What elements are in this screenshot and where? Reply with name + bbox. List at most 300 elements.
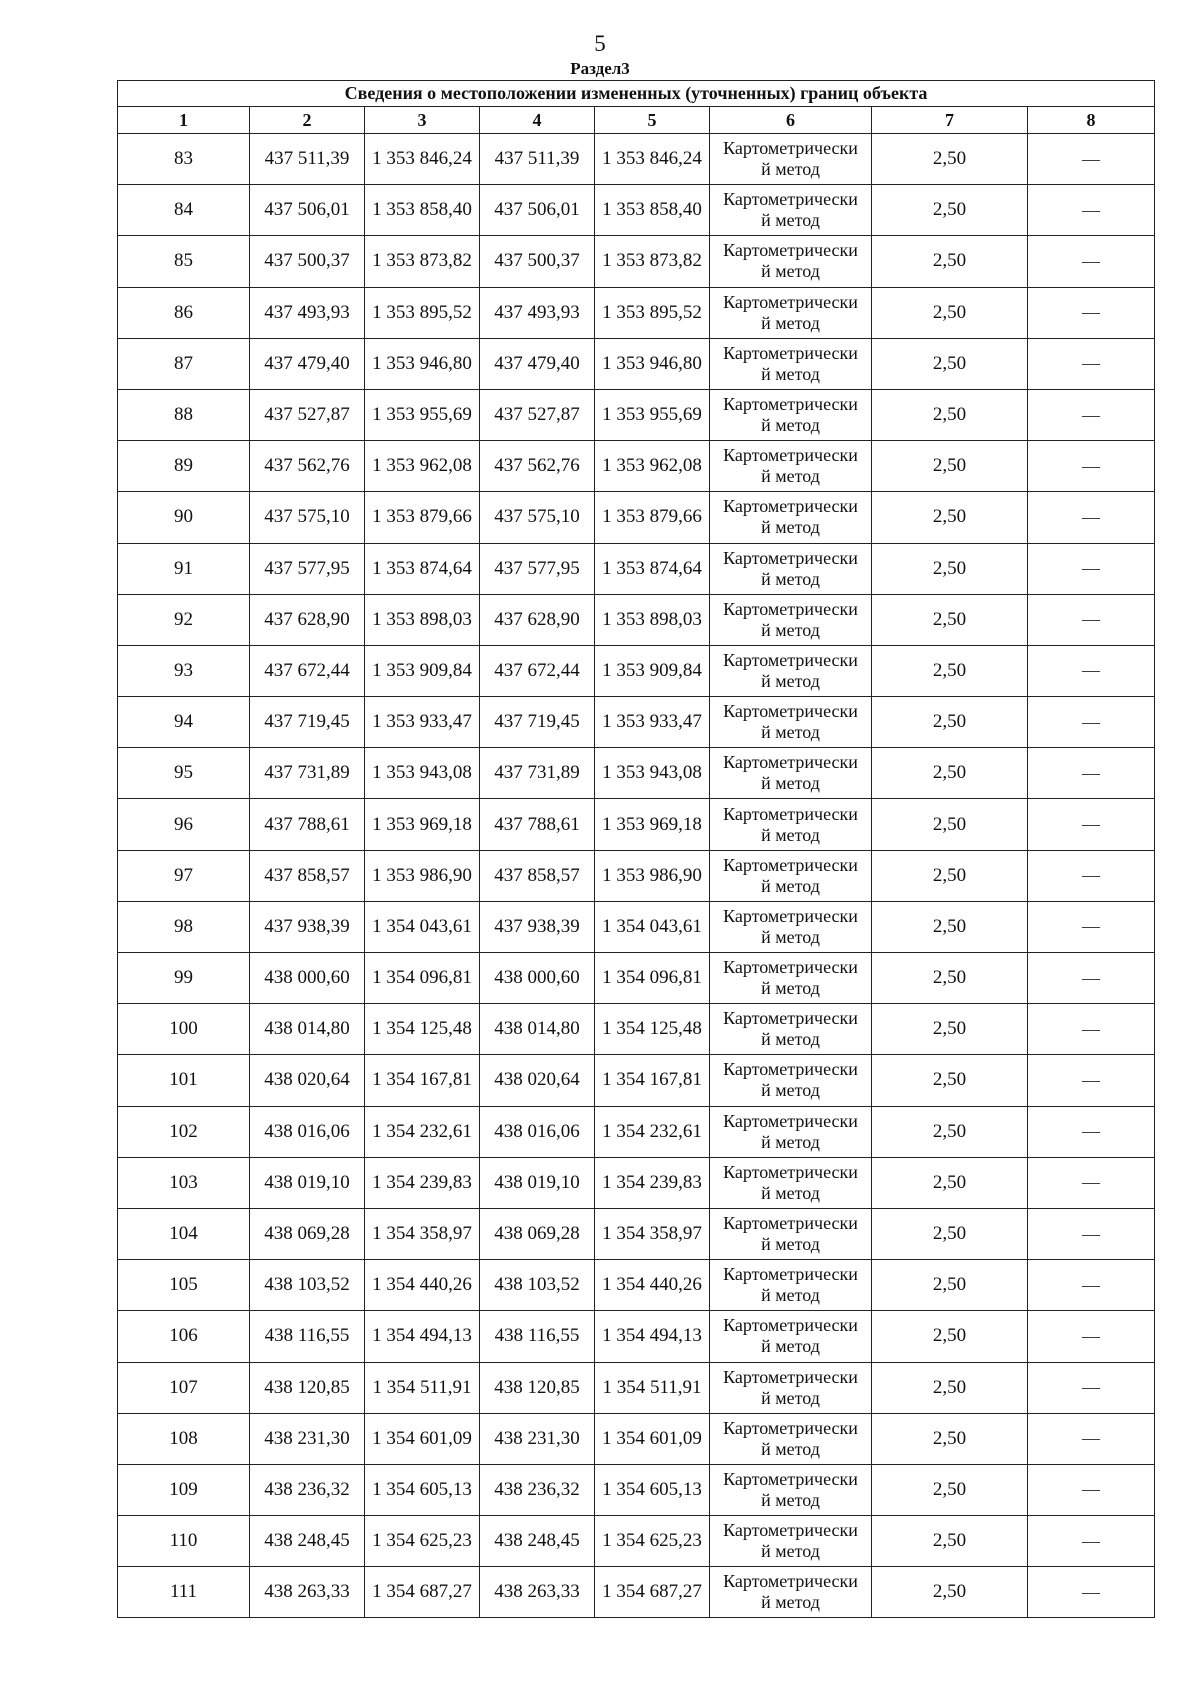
- method-text-line: Картометрически: [723, 1366, 858, 1387]
- table-row: [118, 1516, 1155, 1567]
- description-cell: —: [1028, 1157, 1155, 1208]
- description-cell: —: [1028, 1362, 1155, 1413]
- point-number-cell: 99: [118, 953, 250, 1004]
- table-row: [118, 1413, 1155, 1464]
- method-text-line: Картометрически: [723, 803, 858, 824]
- x-new-cell: 438 248,45: [480, 1516, 595, 1567]
- y-new-cell: 1 353 898,03: [595, 594, 710, 645]
- method-cell: [710, 185, 872, 236]
- description-cell: —: [1028, 134, 1155, 185]
- table-row: [118, 1260, 1155, 1311]
- accuracy-cell: 2,50: [872, 901, 1028, 952]
- method-cell: [710, 1106, 872, 1157]
- y-new-cell: 1 354 043,61: [595, 901, 710, 952]
- y-old-cell: 1 354 167,81: [365, 1055, 480, 1106]
- method-text-line: Картометрически: [723, 1571, 858, 1592]
- y-old-cell: 1 353 955,69: [365, 389, 480, 440]
- point-number-cell: 96: [118, 799, 250, 850]
- y-new-cell: 1 353 909,84: [595, 645, 710, 696]
- y-old-cell: 1 353 858,40: [365, 185, 480, 236]
- x-new-cell: 437 938,39: [480, 901, 595, 952]
- accuracy-cell: 2,50: [872, 338, 1028, 389]
- accuracy-cell: 2,50: [872, 1464, 1028, 1515]
- column-number: 4: [480, 107, 595, 134]
- description-cell: —: [1028, 185, 1155, 236]
- point-number-cell: 109: [118, 1464, 250, 1515]
- method-text-line: й метод: [761, 926, 820, 947]
- y-old-cell: 1 354 687,27: [365, 1567, 480, 1618]
- x-new-cell: 437 731,89: [480, 748, 595, 799]
- accuracy-cell: 2,50: [872, 1413, 1028, 1464]
- y-new-cell: 1 353 969,18: [595, 799, 710, 850]
- point-number-cell: 110: [118, 1516, 250, 1567]
- x-new-cell: 438 000,60: [480, 953, 595, 1004]
- description-cell: —: [1028, 236, 1155, 287]
- y-old-cell: 1 353 962,08: [365, 441, 480, 492]
- y-new-cell: 1 353 858,40: [595, 185, 710, 236]
- description-cell: —: [1028, 492, 1155, 543]
- table-row: [118, 338, 1155, 389]
- table-row: [118, 1055, 1155, 1106]
- description-cell: —: [1028, 1260, 1155, 1311]
- accuracy-cell: 2,50: [872, 799, 1028, 850]
- table-row: [118, 697, 1155, 748]
- method-text-line: Картометрически: [723, 1520, 858, 1541]
- method-cell: [710, 1208, 872, 1259]
- y-new-cell: 1 353 946,80: [595, 338, 710, 389]
- method-text-line: й метод: [761, 1387, 820, 1408]
- column-number: 1: [118, 107, 250, 134]
- y-new-cell: 1 354 601,09: [595, 1413, 710, 1464]
- method-text-line: Картометрически: [723, 1008, 858, 1029]
- x-old-cell: 438 016,06: [250, 1106, 365, 1157]
- x-old-cell: 438 020,64: [250, 1055, 365, 1106]
- point-number-cell: 98: [118, 901, 250, 952]
- method-cell: [710, 953, 872, 1004]
- point-number-cell: 101: [118, 1055, 250, 1106]
- x-old-cell: 437 577,95: [250, 543, 365, 594]
- method-text-line: Картометрически: [723, 1264, 858, 1285]
- table-row: [118, 901, 1155, 952]
- description-cell: —: [1028, 697, 1155, 748]
- accuracy-cell: 2,50: [872, 594, 1028, 645]
- method-text-line: й метод: [761, 1182, 820, 1203]
- method-text-line: й метод: [761, 978, 820, 999]
- method-text-line: Картометрически: [723, 291, 858, 312]
- point-number-cell: 93: [118, 645, 250, 696]
- description-cell: —: [1028, 1311, 1155, 1362]
- y-new-cell: 1 353 846,24: [595, 134, 710, 185]
- y-old-cell: 1 353 909,84: [365, 645, 480, 696]
- accuracy-cell: 2,50: [872, 748, 1028, 799]
- y-old-cell: 1 354 605,13: [365, 1464, 480, 1515]
- x-old-cell: 438 103,52: [250, 1260, 365, 1311]
- x-old-cell: 437 858,57: [250, 850, 365, 901]
- y-new-cell: 1 354 239,83: [595, 1157, 710, 1208]
- table-row: [118, 543, 1155, 594]
- method-text-line: Картометрически: [723, 957, 858, 978]
- y-old-cell: 1 353 933,47: [365, 697, 480, 748]
- method-text-line: й метод: [761, 824, 820, 845]
- x-old-cell: 437 628,90: [250, 594, 365, 645]
- table-caption: Сведения о местоположении измененных (уточненных) границ объекта: [118, 81, 1155, 107]
- method-cell: [710, 645, 872, 696]
- method-cell: [710, 901, 872, 952]
- y-new-cell: 1 354 125,48: [595, 1004, 710, 1055]
- description-cell: —: [1028, 850, 1155, 901]
- y-old-cell: 1 354 232,61: [365, 1106, 480, 1157]
- x-new-cell: 438 014,80: [480, 1004, 595, 1055]
- point-number-cell: 111: [118, 1567, 250, 1618]
- y-new-cell: 1 354 494,13: [595, 1311, 710, 1362]
- table-row: [118, 799, 1155, 850]
- method-text-line: Картометрически: [723, 138, 858, 159]
- method-text-line: й метод: [761, 1029, 820, 1050]
- method-text-line: й метод: [761, 517, 820, 538]
- y-old-cell: 1 353 986,90: [365, 850, 480, 901]
- y-old-cell: 1 354 358,97: [365, 1208, 480, 1259]
- table-row: [118, 1362, 1155, 1413]
- y-new-cell: 1 353 933,47: [595, 697, 710, 748]
- y-new-cell: 1 354 511,91: [595, 1362, 710, 1413]
- point-number-cell: 102: [118, 1106, 250, 1157]
- method-text-line: й метод: [761, 1489, 820, 1510]
- method-text-line: Картометрически: [723, 1110, 858, 1131]
- method-cell: [710, 441, 872, 492]
- page-number: 5: [594, 31, 606, 56]
- y-new-cell: 1 353 943,08: [595, 748, 710, 799]
- point-number-cell: 87: [118, 338, 250, 389]
- description-cell: —: [1028, 799, 1155, 850]
- accuracy-cell: 2,50: [872, 185, 1028, 236]
- method-text-line: й метод: [761, 1131, 820, 1152]
- point-number-cell: 86: [118, 287, 250, 338]
- x-new-cell: 437 628,90: [480, 594, 595, 645]
- y-new-cell: 1 354 625,23: [595, 1516, 710, 1567]
- x-new-cell: 437 788,61: [480, 799, 595, 850]
- method-cell: [710, 543, 872, 594]
- method-text-line: Картометрически: [723, 905, 858, 926]
- method-cell: [710, 338, 872, 389]
- x-new-cell: 437 719,45: [480, 697, 595, 748]
- column-number-row: [118, 107, 1155, 134]
- y-new-cell: 1 354 167,81: [595, 1055, 710, 1106]
- method-cell: [710, 1157, 872, 1208]
- x-new-cell: 438 019,10: [480, 1157, 595, 1208]
- point-number-cell: 108: [118, 1413, 250, 1464]
- method-cell: [710, 236, 872, 287]
- x-new-cell: 437 577,95: [480, 543, 595, 594]
- y-new-cell: 1 354 096,81: [595, 953, 710, 1004]
- table-row: [118, 1157, 1155, 1208]
- y-old-cell: 1 353 873,82: [365, 236, 480, 287]
- column-number: 5: [595, 107, 710, 134]
- point-number-cell: 90: [118, 492, 250, 543]
- x-new-cell: 438 236,32: [480, 1464, 595, 1515]
- accuracy-cell: 2,50: [872, 697, 1028, 748]
- x-old-cell: 437 731,89: [250, 748, 365, 799]
- table-row: [118, 850, 1155, 901]
- x-old-cell: 438 120,85: [250, 1362, 365, 1413]
- description-cell: —: [1028, 1106, 1155, 1157]
- x-new-cell: 437 493,93: [480, 287, 595, 338]
- method-text-line: й метод: [761, 159, 820, 180]
- x-old-cell: 438 231,30: [250, 1413, 365, 1464]
- y-new-cell: 1 353 955,69: [595, 389, 710, 440]
- table-row: [118, 134, 1155, 185]
- accuracy-cell: 2,50: [872, 645, 1028, 696]
- y-old-cell: 1 353 898,03: [365, 594, 480, 645]
- x-old-cell: 438 000,60: [250, 953, 365, 1004]
- method-cell: [710, 697, 872, 748]
- point-number-cell: 88: [118, 389, 250, 440]
- accuracy-cell: 2,50: [872, 1260, 1028, 1311]
- y-old-cell: 1 353 943,08: [365, 748, 480, 799]
- point-number-cell: 100: [118, 1004, 250, 1055]
- method-cell: [710, 1516, 872, 1567]
- y-old-cell: 1 353 895,52: [365, 287, 480, 338]
- method-text-line: й метод: [761, 415, 820, 436]
- table-row: [118, 1208, 1155, 1259]
- x-old-cell: 438 248,45: [250, 1516, 365, 1567]
- y-old-cell: 1 353 879,66: [365, 492, 480, 543]
- method-cell: [710, 287, 872, 338]
- y-new-cell: 1 353 873,82: [595, 236, 710, 287]
- x-new-cell: 438 103,52: [480, 1260, 595, 1311]
- method-cell: [710, 134, 872, 185]
- x-old-cell: 438 236,32: [250, 1464, 365, 1515]
- method-text-line: Картометрически: [723, 598, 858, 619]
- column-number: 8: [1028, 107, 1155, 134]
- x-old-cell: 437 500,37: [250, 236, 365, 287]
- description-cell: —: [1028, 645, 1155, 696]
- point-number-cell: 104: [118, 1208, 250, 1259]
- y-new-cell: 1 354 232,61: [595, 1106, 710, 1157]
- accuracy-cell: 2,50: [872, 134, 1028, 185]
- x-old-cell: 437 719,45: [250, 697, 365, 748]
- method-text-line: й метод: [761, 363, 820, 384]
- method-text-line: Картометрически: [723, 1213, 858, 1234]
- x-new-cell: 437 479,40: [480, 338, 595, 389]
- point-number-cell: 84: [118, 185, 250, 236]
- description-cell: —: [1028, 953, 1155, 1004]
- x-new-cell: 438 263,33: [480, 1567, 595, 1618]
- x-old-cell: 437 672,44: [250, 645, 365, 696]
- method-text-line: Картометрически: [723, 342, 858, 363]
- accuracy-cell: 2,50: [872, 1567, 1028, 1618]
- y-old-cell: 1 354 511,91: [365, 1362, 480, 1413]
- description-cell: —: [1028, 338, 1155, 389]
- description-cell: —: [1028, 1464, 1155, 1515]
- section-title: Раздел3: [570, 59, 630, 78]
- x-new-cell: 437 575,10: [480, 492, 595, 543]
- x-new-cell: 438 116,55: [480, 1311, 595, 1362]
- method-text-line: Картометрически: [723, 752, 858, 773]
- x-old-cell: 437 575,10: [250, 492, 365, 543]
- y-old-cell: 1 354 625,23: [365, 1516, 480, 1567]
- x-old-cell: 438 116,55: [250, 1311, 365, 1362]
- method-cell: [710, 1311, 872, 1362]
- table-row: [118, 389, 1155, 440]
- method-cell: [710, 1567, 872, 1618]
- method-text-line: й метод: [761, 670, 820, 691]
- method-cell: [710, 1055, 872, 1106]
- description-cell: —: [1028, 748, 1155, 799]
- table-row: [118, 594, 1155, 645]
- x-old-cell: 438 069,28: [250, 1208, 365, 1259]
- accuracy-cell: 2,50: [872, 1516, 1028, 1567]
- table-row: [118, 1106, 1155, 1157]
- method-cell: [710, 594, 872, 645]
- point-number-cell: 89: [118, 441, 250, 492]
- method-cell: [710, 1413, 872, 1464]
- y-new-cell: 1 353 874,64: [595, 543, 710, 594]
- x-new-cell: 438 120,85: [480, 1362, 595, 1413]
- point-number-cell: 103: [118, 1157, 250, 1208]
- description-cell: —: [1028, 543, 1155, 594]
- table-row: [118, 748, 1155, 799]
- y-old-cell: 1 354 096,81: [365, 953, 480, 1004]
- point-number-cell: 85: [118, 236, 250, 287]
- method-text-line: Картометрически: [723, 1417, 858, 1438]
- description-cell: —: [1028, 1567, 1155, 1618]
- method-text-line: Картометрически: [723, 547, 858, 568]
- y-old-cell: 1 353 846,24: [365, 134, 480, 185]
- method-text-line: Картометрически: [723, 240, 858, 261]
- table-row: [118, 492, 1155, 543]
- accuracy-cell: 2,50: [872, 236, 1028, 287]
- x-new-cell: 437 562,76: [480, 441, 595, 492]
- y-new-cell: 1 354 605,13: [595, 1464, 710, 1515]
- boundary-coordinates-table: [117, 80, 1155, 1618]
- method-text-line: Картометрически: [723, 1161, 858, 1182]
- point-number-cell: 106: [118, 1311, 250, 1362]
- description-cell: —: [1028, 594, 1155, 645]
- table-row: [118, 1311, 1155, 1362]
- method-text-line: й метод: [761, 1080, 820, 1101]
- method-text-line: й метод: [761, 1285, 820, 1306]
- x-new-cell: 438 069,28: [480, 1208, 595, 1259]
- y-old-cell: 1 354 440,26: [365, 1260, 480, 1311]
- x-new-cell: 438 231,30: [480, 1413, 595, 1464]
- method-cell: [710, 492, 872, 543]
- method-text-line: Картометрически: [723, 854, 858, 875]
- x-old-cell: 437 527,87: [250, 389, 365, 440]
- y-old-cell: 1 354 494,13: [365, 1311, 480, 1362]
- description-cell: —: [1028, 389, 1155, 440]
- y-old-cell: 1 353 969,18: [365, 799, 480, 850]
- point-number-cell: 92: [118, 594, 250, 645]
- x-new-cell: 437 506,01: [480, 185, 595, 236]
- description-cell: —: [1028, 441, 1155, 492]
- table-row: [118, 236, 1155, 287]
- method-cell: [710, 1362, 872, 1413]
- method-text-line: й метод: [761, 568, 820, 589]
- y-old-cell: 1 354 043,61: [365, 901, 480, 952]
- method-cell: [710, 1464, 872, 1515]
- method-text-line: Картометрически: [723, 1468, 858, 1489]
- x-new-cell: 438 016,06: [480, 1106, 595, 1157]
- accuracy-cell: 2,50: [872, 1157, 1028, 1208]
- method-text-line: й метод: [761, 1336, 820, 1357]
- accuracy-cell: 2,50: [872, 1311, 1028, 1362]
- method-text-line: Картометрически: [723, 394, 858, 415]
- table-row: [118, 1567, 1155, 1618]
- x-old-cell: 437 511,39: [250, 134, 365, 185]
- accuracy-cell: 2,50: [872, 492, 1028, 543]
- description-cell: —: [1028, 1208, 1155, 1259]
- x-old-cell: 437 938,39: [250, 901, 365, 952]
- y-new-cell: 1 354 687,27: [595, 1567, 710, 1618]
- method-text-line: й метод: [761, 1234, 820, 1255]
- method-cell: [710, 748, 872, 799]
- description-cell: —: [1028, 1004, 1155, 1055]
- column-number: 6: [710, 107, 872, 134]
- accuracy-cell: 2,50: [872, 953, 1028, 1004]
- accuracy-cell: 2,50: [872, 1208, 1028, 1259]
- table-row: [118, 953, 1155, 1004]
- y-new-cell: 1 353 962,08: [595, 441, 710, 492]
- y-new-cell: 1 353 895,52: [595, 287, 710, 338]
- x-old-cell: 437 562,76: [250, 441, 365, 492]
- method-text-line: Картометрически: [723, 189, 858, 210]
- x-old-cell: 438 019,10: [250, 1157, 365, 1208]
- description-cell: —: [1028, 287, 1155, 338]
- accuracy-cell: 2,50: [872, 1004, 1028, 1055]
- method-text-line: й метод: [761, 1592, 820, 1613]
- method-text-line: й метод: [761, 619, 820, 640]
- method-text-line: й метод: [761, 210, 820, 231]
- accuracy-cell: 2,50: [872, 850, 1028, 901]
- description-cell: —: [1028, 1055, 1155, 1106]
- point-number-cell: 105: [118, 1260, 250, 1311]
- x-new-cell: 437 527,87: [480, 389, 595, 440]
- method-text-line: Картометрически: [723, 496, 858, 517]
- x-old-cell: 438 263,33: [250, 1567, 365, 1618]
- method-cell: [710, 799, 872, 850]
- method-cell: [710, 1004, 872, 1055]
- column-number: 2: [250, 107, 365, 134]
- y-old-cell: 1 354 239,83: [365, 1157, 480, 1208]
- method-cell: [710, 850, 872, 901]
- accuracy-cell: 2,50: [872, 1106, 1028, 1157]
- method-text-line: й метод: [761, 466, 820, 487]
- accuracy-cell: 2,50: [872, 389, 1028, 440]
- point-number-cell: 83: [118, 134, 250, 185]
- description-cell: —: [1028, 1413, 1155, 1464]
- method-text-line: й метод: [761, 261, 820, 282]
- x-old-cell: 437 788,61: [250, 799, 365, 850]
- y-old-cell: 1 354 125,48: [365, 1004, 480, 1055]
- x-new-cell: 437 500,37: [480, 236, 595, 287]
- table-caption-row: [118, 81, 1155, 107]
- method-text-line: й метод: [761, 1438, 820, 1459]
- point-number-cell: 107: [118, 1362, 250, 1413]
- method-cell: [710, 1260, 872, 1311]
- point-number-cell: 94: [118, 697, 250, 748]
- x-old-cell: 437 506,01: [250, 185, 365, 236]
- table-row: [118, 645, 1155, 696]
- accuracy-cell: 2,50: [872, 287, 1028, 338]
- x-new-cell: 437 672,44: [480, 645, 595, 696]
- method-text-line: Картометрически: [723, 1059, 858, 1080]
- table-row: [118, 287, 1155, 338]
- method-text-line: Картометрически: [723, 445, 858, 466]
- table-row: [118, 1004, 1155, 1055]
- point-number-cell: 95: [118, 748, 250, 799]
- table-row: [118, 441, 1155, 492]
- point-number-cell: 91: [118, 543, 250, 594]
